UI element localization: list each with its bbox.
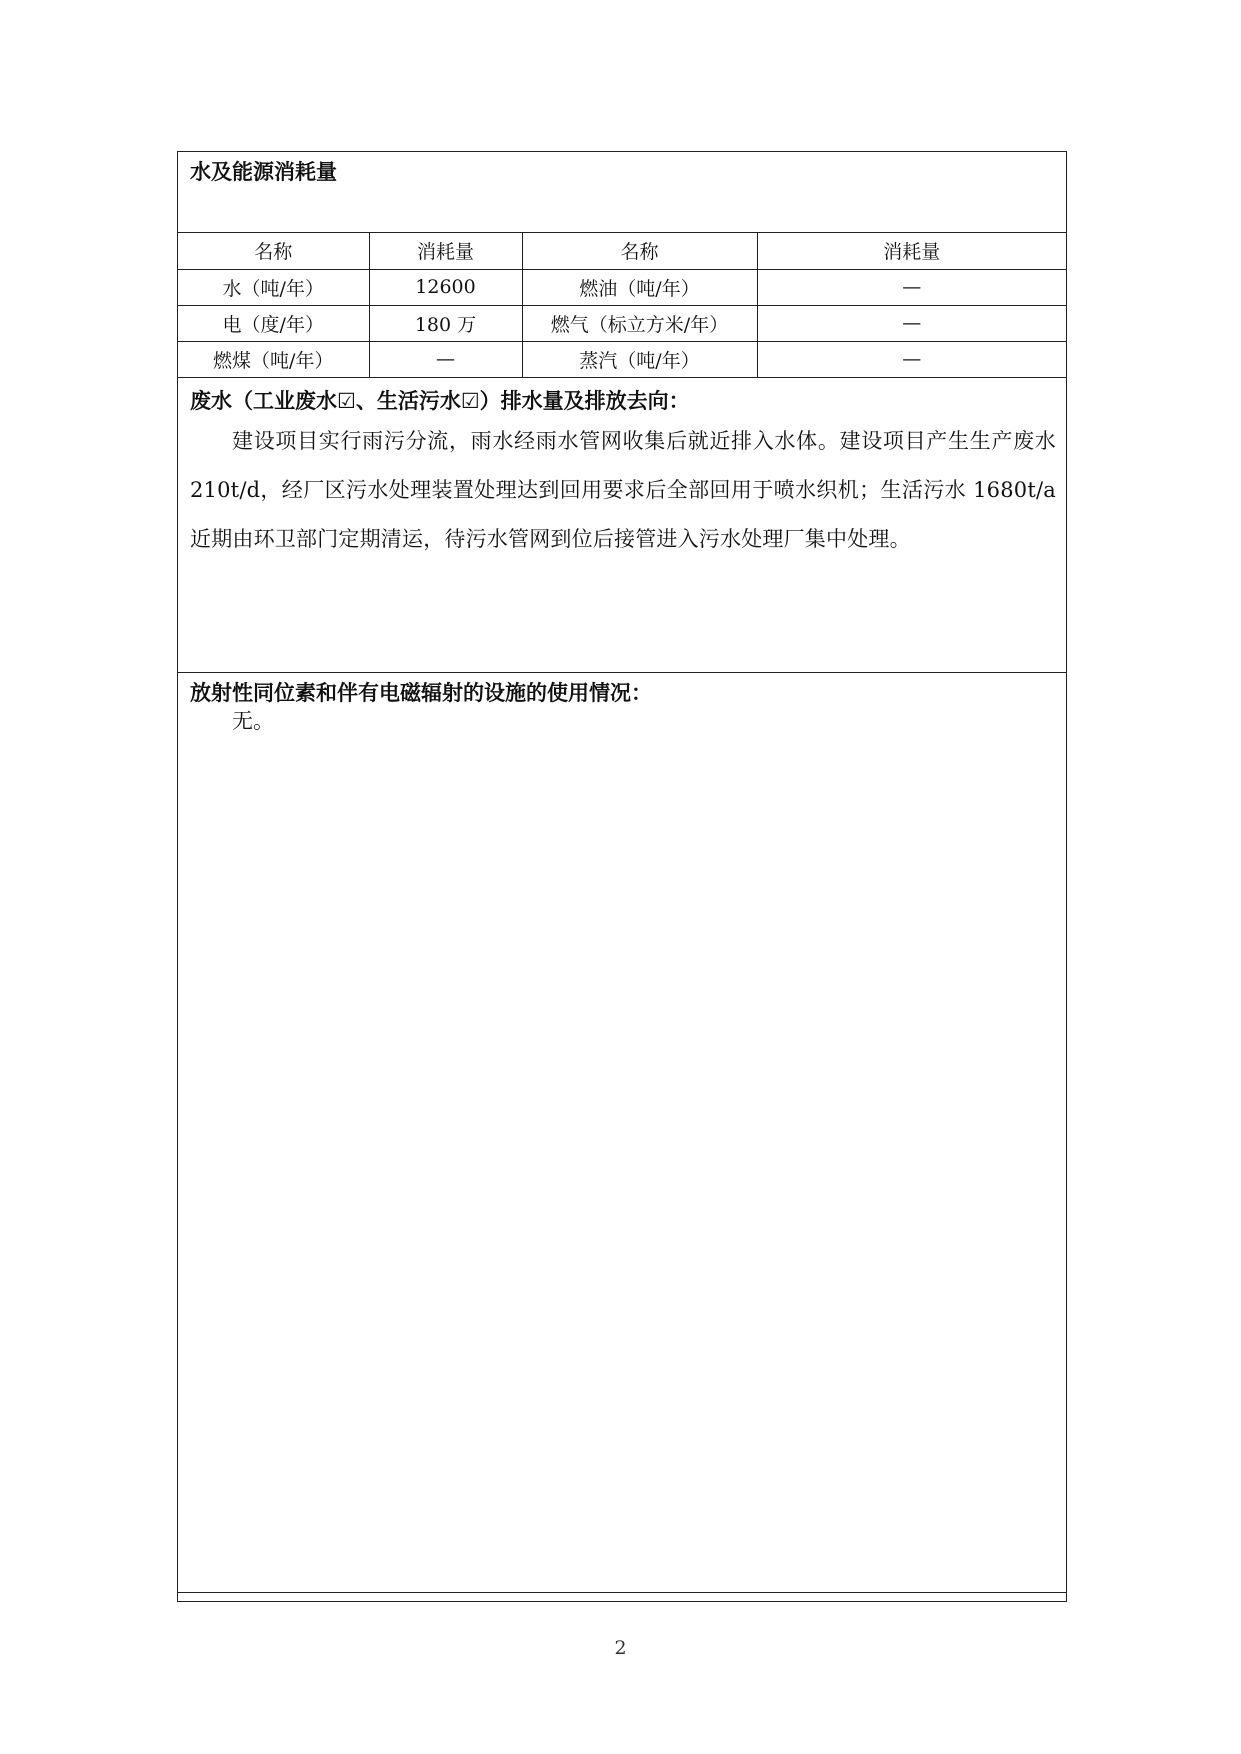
table-cell: 12600 — [369, 269, 522, 305]
page-number: 2 — [614, 1637, 627, 1659]
radiation-description: 无。 — [232, 709, 274, 733]
table-row — [178, 341, 1066, 377]
form-table — [177, 151, 1067, 1602]
energy-section-header — [178, 152, 1066, 233]
energy-section-title: 水及能源消耗量 — [190, 160, 337, 184]
table-cell: 燃气（标立方米/年） — [522, 305, 757, 341]
header-cell-consumption: 消耗量 — [757, 233, 1066, 269]
table-row — [178, 269, 1066, 305]
table-cell: 180 万 — [369, 305, 522, 341]
table-cell: 蒸汽（吨/年） — [522, 341, 757, 377]
header-cell-name: 名称 — [522, 233, 757, 269]
table-cell: — — [369, 341, 522, 377]
table-cell: 燃煤（吨/年） — [178, 341, 369, 377]
radiation-section-title: 放射性同位素和伴有电磁辐射的设施的使用情况： — [190, 681, 652, 705]
table-cell: — — [757, 269, 1066, 305]
header-cell-name: 名称 — [178, 233, 369, 269]
table-header-row — [178, 233, 1066, 269]
wastewater-section-title: 废水（工业废水☑、生活污水☑）排水量及排放去向： — [190, 389, 690, 413]
table-cell: 燃油（吨/年） — [522, 269, 757, 305]
radiation-section — [178, 673, 1066, 1593]
energy-consumption-table — [178, 233, 1066, 378]
table-row — [178, 305, 1066, 341]
table-cell: 电（度/年） — [178, 305, 369, 341]
table-cell: — — [757, 341, 1066, 377]
table-cell: 水（吨/年） — [178, 269, 369, 305]
table-cell: — — [757, 305, 1066, 341]
wastewater-description: 建设项目实行雨污分流，雨水经雨水管网收集后就近排入水体。建设项目产生生产废水 210t/d，经厂区污水处理装置处理达到回用要求后全部回用于喷水织机；生活污水 1680t/a 近期由环卫部门定期清运，待污水管网到位后接管进入污水处理厂集中处理。 — [190, 429, 1056, 551]
header-cell-consumption: 消耗量 — [369, 233, 522, 269]
wastewater-section — [178, 383, 1066, 673]
